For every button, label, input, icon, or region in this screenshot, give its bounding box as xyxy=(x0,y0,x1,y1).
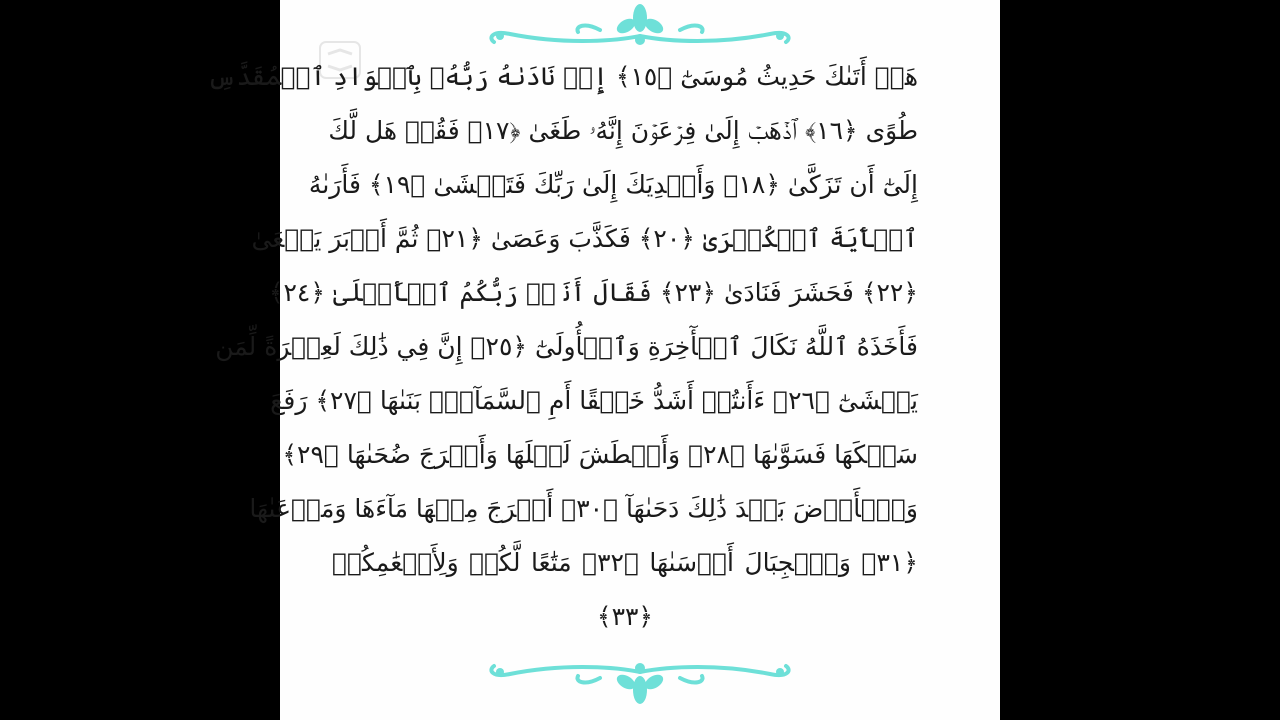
verse-line: يَخۡشَىٰٓ ﴿٢٦﴾ ءَأَنتُمۡ أَشَدُّ خَلۡقًا أَمِ ٱلسَّمَآءُۚ بَنَىٰهَا ﴿٢٧﴾ رَفَعَ xyxy=(270,386,918,415)
bottom-ornament-icon xyxy=(480,652,800,712)
verse-line: فَأَخَذَهُ ٱللَّهُ نَكَالَ ٱلۡأٓخِرَةِ وَٱلۡأُولَىٰٓ ﴿٢٥﴾ إِنَّ فِي ذَٰلِكَ لَعِبۡرَةً لِّمَن xyxy=(215,332,918,361)
top-ornament-icon xyxy=(480,0,800,56)
verse-line: ﴿٣٣﴾ xyxy=(596,602,654,631)
verse-line: وَٱلۡأَرۡضَ بَعۡدَ ذَٰلِكَ دَحَىٰهَآ ﴿٣٠﴾ أَخۡرَجَ مِنۡهَا مَآءَهَا وَمَرۡعَىٰهَا xyxy=(249,494,918,523)
mushaf-page xyxy=(207,0,1000,720)
verse-line: ٱلۡأٓيَةَ ٱلۡكُبۡرَىٰ ﴿٢٠﴾ فَكَذَّبَ وَعَصَىٰ ﴿٢١﴾ ثُمَّ أَدۡبَرَ يَسۡعَىٰ xyxy=(251,224,918,253)
verse-line: هَلۡ أَتَىٰكَ حَدِيثُ مُوسَىٰٓ ﴿١٥﴾ إِذۡ نَادَىٰهُ رَبُّهُۥ بِٱلۡوَادِ ٱلۡمُقَدَّسِ xyxy=(207,62,918,91)
verse-line: ﴿٢٢﴾ فَحَشَرَ فَنَادَىٰ ﴿٢٣﴾ فَقَالَ أَنَا۠ رَبُّكُمُ ٱلۡأَعۡلَىٰ ﴿٢٤﴾ xyxy=(268,278,918,307)
verse-line: سَمۡكَهَا فَسَوَّىٰهَا ﴿٢٨﴾ وَأَغۡطَشَ لَيۡلَهَا وَأَخۡرَجَ ضُحَىٰهَا ﴿٢٩﴾ xyxy=(282,440,918,469)
verses-text xyxy=(207,50,918,644)
verse-line: ﴿٣١﴾ وَٱلۡجِبَالَ أَرۡسَىٰهَا ﴿٣٢﴾ مَتَٰعًا لَّكُمۡ وَلِأَنۡعَٰمِكُمۡ xyxy=(332,548,918,577)
verse-line: طُوًى ﴿١٦﴾ ٱذۡهَبۡ إِلَىٰ فِرۡعَوۡنَ إِنَّهُۥ طَغَىٰ ﴿١٧﴾ فَقُلۡ هَل لَّكَ xyxy=(328,116,918,145)
verse-line: إِلَىٰٓ أَن تَزَكَّىٰ ﴿١٨﴾ وَأَهۡدِيَكَ إِلَىٰ رَبِّكَ فَتَخۡشَىٰ ﴿١٩﴾ فَأَرَىٰهُ xyxy=(308,170,918,199)
